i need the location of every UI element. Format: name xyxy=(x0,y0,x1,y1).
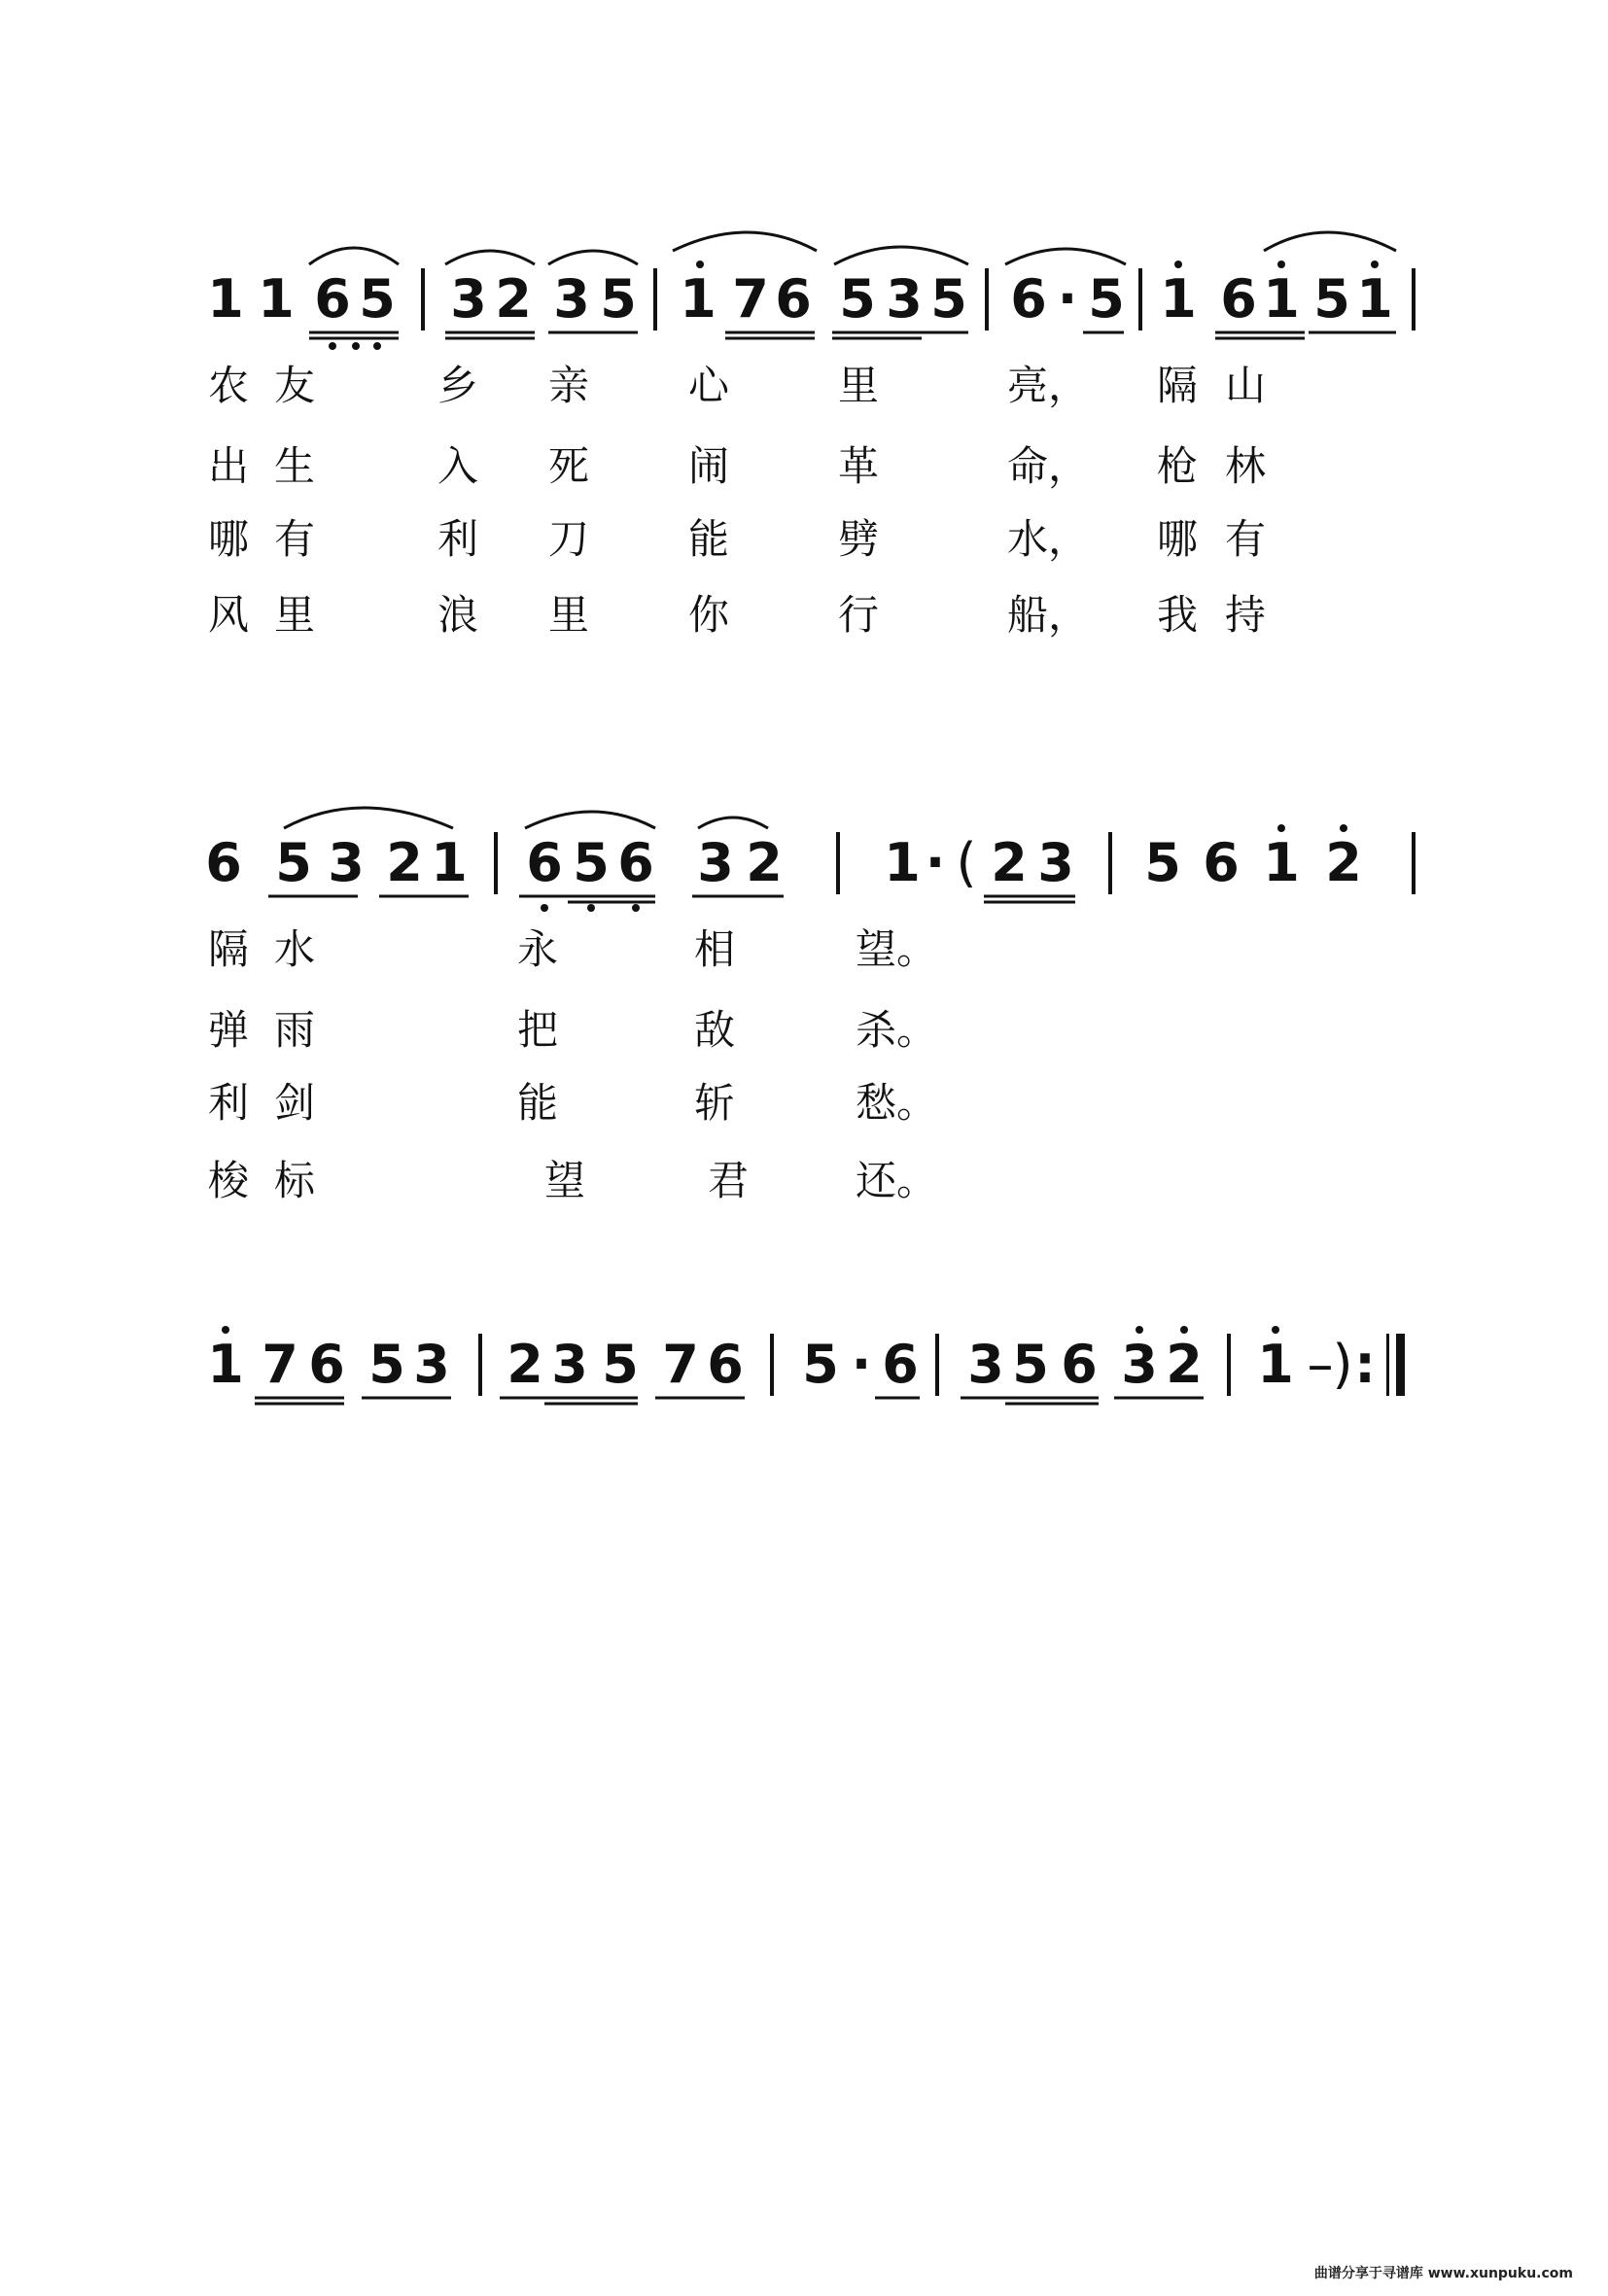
close-paren: ) xyxy=(1332,1334,1353,1395)
note: 6 xyxy=(526,832,563,893)
note-high: 1 xyxy=(1257,1334,1294,1395)
note: 6 xyxy=(775,268,812,330)
augmentation-dot: · xyxy=(851,1334,872,1395)
note: 6 xyxy=(1220,268,1257,330)
note-high: 2 xyxy=(1166,1334,1203,1395)
note: 7 xyxy=(262,1334,298,1395)
note-high: 1 xyxy=(207,1334,244,1395)
note: 2 xyxy=(495,268,532,330)
note: 6 xyxy=(617,832,654,893)
note: 5 xyxy=(1088,268,1125,330)
note: 6 xyxy=(1010,268,1047,330)
note: 3 xyxy=(886,268,923,330)
note-high: 2 xyxy=(1325,832,1362,893)
note-high: 1 xyxy=(1356,268,1393,330)
repeat-dots: : xyxy=(1354,1334,1376,1395)
note: 1 xyxy=(258,268,295,330)
note: 3 xyxy=(553,268,590,330)
note: 5 xyxy=(1012,1334,1049,1395)
note: 6 xyxy=(707,1334,744,1395)
note: 6 xyxy=(308,1334,345,1395)
open-paren: ( xyxy=(956,832,977,893)
note: 5 xyxy=(930,268,967,330)
note: 3 xyxy=(328,832,365,893)
note-high: 1 xyxy=(680,268,717,330)
note: 6 xyxy=(205,832,242,893)
note: 6 xyxy=(1061,1334,1098,1395)
note: 7 xyxy=(662,1334,699,1395)
note: 2 xyxy=(746,832,783,893)
augmentation-dot: · xyxy=(925,832,946,893)
source-footer: 曲谱分享于寻谱库 www.xunpuku.com xyxy=(1313,2266,1573,2281)
note: 2 xyxy=(991,832,1028,893)
note-high: 1 xyxy=(1160,268,1197,330)
note: 5 xyxy=(1144,832,1181,893)
note: 3 xyxy=(413,1334,450,1395)
note: 1 xyxy=(207,268,244,330)
note-high: 1 xyxy=(1263,268,1300,330)
note: 2 xyxy=(386,832,423,893)
note: 2 xyxy=(507,1334,543,1395)
augmentation-dot: · xyxy=(1057,268,1078,330)
note: 5 xyxy=(1313,268,1350,330)
note: 5 xyxy=(839,268,876,330)
note: 3 xyxy=(450,268,487,330)
note: 1 xyxy=(884,832,921,893)
sustain-dash: – xyxy=(1307,1334,1334,1395)
note: 5 xyxy=(602,1334,639,1395)
note: 3 xyxy=(967,1334,1004,1395)
note: 3 xyxy=(697,832,734,893)
note: 5 xyxy=(275,832,312,893)
note: 5 xyxy=(573,832,610,893)
note: 6 xyxy=(314,268,351,330)
note: 1 xyxy=(431,832,468,893)
note: 6 xyxy=(1203,832,1240,893)
note: 6 xyxy=(882,1334,919,1395)
note-high: 1 xyxy=(1263,832,1300,893)
note: 5 xyxy=(359,268,396,330)
note: 5 xyxy=(600,268,637,330)
note: 7 xyxy=(732,268,769,330)
note-high: 3 xyxy=(1121,1334,1158,1395)
note: 3 xyxy=(551,1334,588,1395)
note: 5 xyxy=(802,1334,839,1395)
note: 3 xyxy=(1037,832,1074,893)
note: 5 xyxy=(368,1334,405,1395)
